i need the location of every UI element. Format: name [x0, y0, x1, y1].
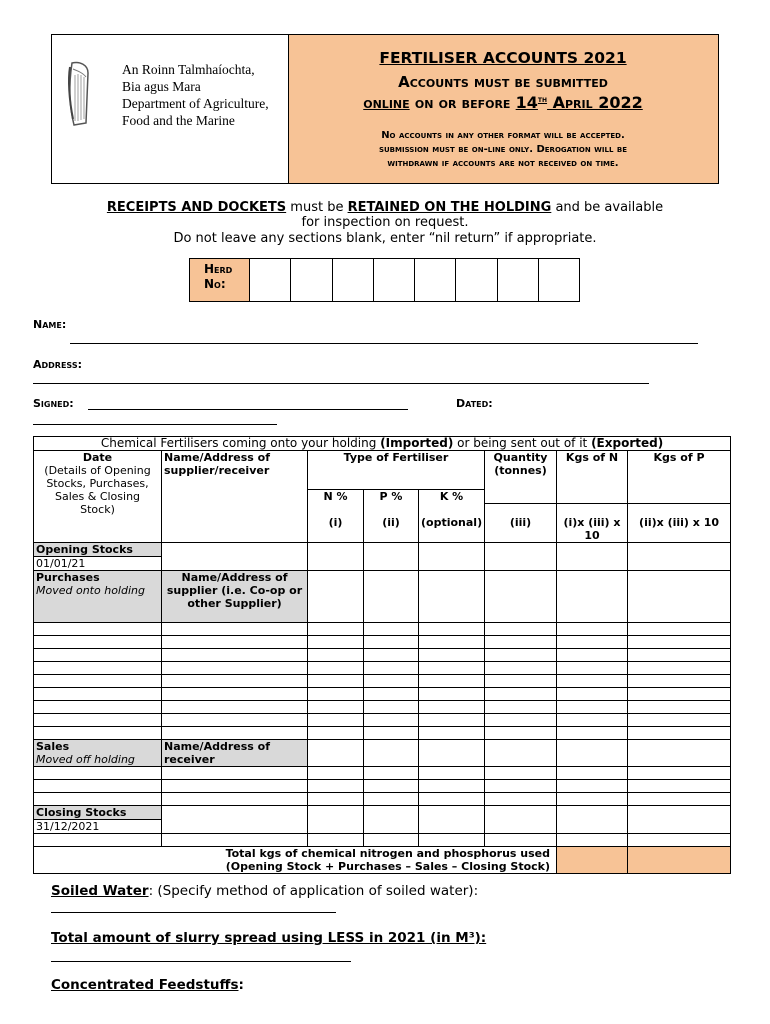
table-row[interactable]	[308, 543, 364, 571]
table-row[interactable]	[419, 780, 485, 793]
quantity-code: (iii)	[485, 504, 557, 543]
table-row[interactable]	[34, 793, 162, 806]
caption-imported: (Imported)	[380, 436, 454, 450]
soiled-water-label: Soiled Water	[51, 883, 149, 899]
table-row[interactable]	[419, 740, 485, 767]
table-row[interactable]	[162, 793, 308, 806]
table-row[interactable]	[628, 636, 731, 649]
table-row[interactable]	[628, 740, 731, 767]
table-row[interactable]	[419, 662, 485, 675]
table-row[interactable]	[34, 623, 162, 636]
table-row[interactable]	[485, 780, 557, 793]
table-row[interactable]	[34, 675, 162, 688]
signed-label: Signed:	[33, 397, 74, 410]
table-row[interactable]	[557, 727, 628, 740]
dated-label: Dated:	[456, 397, 493, 410]
total-kgs-n[interactable]	[557, 847, 628, 874]
table-row[interactable]	[364, 806, 419, 834]
header-box	[51, 34, 719, 184]
table-row[interactable]	[557, 543, 628, 571]
herd-digit-3[interactable]	[333, 259, 374, 301]
table-row[interactable]	[419, 714, 485, 727]
purchases-label: Purchases	[36, 571, 100, 584]
table-row[interactable]	[419, 701, 485, 714]
table-row[interactable]	[34, 727, 162, 740]
table-row[interactable]	[485, 571, 557, 623]
table-row[interactable]	[485, 740, 557, 767]
table-row[interactable]	[419, 543, 485, 571]
table-row[interactable]	[308, 649, 364, 662]
submission-line-2	[289, 93, 717, 112]
table-row[interactable]	[34, 649, 162, 662]
table-row[interactable]	[557, 649, 628, 662]
table-row[interactable]	[628, 649, 731, 662]
feedstuffs-label: Concentrated Feedstuffs	[51, 977, 239, 993]
table-row[interactable]	[419, 834, 485, 847]
table-row[interactable]	[419, 675, 485, 688]
name-address-header: Name/Address of supplier/receiver	[162, 451, 308, 543]
table-row[interactable]	[162, 727, 308, 740]
name-field[interactable]	[70, 343, 698, 344]
table-row[interactable]	[628, 806, 731, 834]
table-row[interactable]	[364, 714, 419, 727]
table-row[interactable]	[419, 571, 485, 623]
table-row[interactable]	[308, 740, 364, 767]
table-row[interactable]	[557, 662, 628, 675]
fertiliser-table	[33, 436, 730, 874]
table-row[interactable]	[557, 714, 628, 727]
table-row[interactable]	[364, 780, 419, 793]
table-row[interactable]	[485, 543, 557, 571]
deadline-suffix: th	[537, 95, 548, 104]
department-line-1: An Roinn Talmhaíochta,	[122, 62, 255, 77]
caption-text-a: Chemical Fertilisers coming onto your holding	[100, 436, 381, 450]
table-row[interactable]	[628, 780, 731, 793]
table-row[interactable]	[419, 767, 485, 780]
table-row[interactable]	[485, 767, 557, 780]
table-row[interactable]	[419, 793, 485, 806]
table-caption	[34, 437, 731, 451]
note-line-3: withdrawn if accounts are not received on time.	[387, 158, 619, 169]
table-row[interactable]	[364, 767, 419, 780]
feedstuffs-line	[51, 977, 244, 993]
page-title: FERTILISER ACCOUNTS 2021	[379, 49, 627, 67]
table-row[interactable]	[364, 688, 419, 701]
purchases-sub: Moved onto holding	[36, 584, 145, 597]
herd-number-box	[189, 258, 580, 302]
table-row[interactable]	[485, 714, 557, 727]
table-row[interactable]	[162, 780, 308, 793]
table-row[interactable]	[557, 767, 628, 780]
table-row[interactable]	[557, 806, 628, 834]
deadline-month: April 2022	[547, 93, 643, 112]
total-label-cell	[34, 847, 557, 874]
table-row[interactable]	[485, 623, 557, 636]
table-row[interactable]	[628, 767, 731, 780]
table-row[interactable]	[162, 649, 308, 662]
sales-sub: Moved off holding	[36, 753, 135, 766]
table-row[interactable]	[162, 714, 308, 727]
signed-field[interactable]	[88, 409, 408, 410]
purchases-name-header: Name/Address of supplier (i.e. Co-op or other Supplier)	[162, 571, 308, 623]
n-code: (i)	[308, 504, 364, 543]
table-row[interactable]	[364, 571, 419, 623]
submission-line-1: Accounts must be submitted	[398, 73, 608, 91]
department-line-3: Department of Agriculture,	[122, 96, 269, 111]
table-row[interactable]	[485, 649, 557, 662]
table-row[interactable]	[364, 662, 419, 675]
table-row[interactable]	[419, 727, 485, 740]
table-row[interactable]	[308, 662, 364, 675]
table-row[interactable]	[485, 662, 557, 675]
table-row[interactable]	[34, 834, 162, 847]
online-text: online	[363, 94, 410, 112]
table-row[interactable]	[308, 780, 364, 793]
intro-line-1	[0, 200, 770, 215]
table-row[interactable]	[364, 649, 419, 662]
receipts-text: RECEIPTS AND DOCKETS	[106, 200, 287, 215]
closing-stocks-label: Closing Stocks	[34, 806, 162, 820]
p-percent-header: P %	[364, 490, 419, 504]
note-line-2: submission must be on-line only. Derogation will be	[378, 144, 628, 155]
sales-name-header: Name/Address of receiver	[162, 740, 308, 767]
table-row[interactable]	[557, 571, 628, 623]
table-row[interactable]	[308, 727, 364, 740]
department-line-4: Food and the Marine	[122, 113, 235, 128]
kgs-p-code: (ii)x (iii) x 10	[628, 504, 731, 543]
table-row[interactable]	[34, 688, 162, 701]
caption-text-b: or being sent out of it	[453, 436, 592, 450]
table-row[interactable]	[628, 727, 731, 740]
sales-label: Sales	[36, 740, 70, 753]
table-row[interactable]	[308, 806, 364, 834]
table-row[interactable]	[557, 701, 628, 714]
table-row[interactable]	[557, 623, 628, 636]
table-row[interactable]	[162, 636, 308, 649]
table-row[interactable]	[628, 623, 731, 636]
table-row[interactable]	[162, 543, 308, 571]
feedstuffs-colon: :	[238, 977, 244, 993]
table-row[interactable]	[34, 636, 162, 649]
total-line-2: (Opening Stock + Purchases – Sales – Closing Stock)	[225, 860, 550, 873]
intro-line-2: for inspection on request.	[301, 215, 469, 230]
sales-label-cell	[34, 740, 162, 767]
table-row[interactable]	[628, 701, 731, 714]
table-row[interactable]	[364, 675, 419, 688]
date-header-title: Date	[82, 451, 113, 464]
available-text: and be available	[551, 200, 664, 215]
slurry-label: Total amount of slurry spread using LESS in 2021 (in M³):	[51, 930, 487, 946]
table-row[interactable]	[34, 714, 162, 727]
table-row[interactable]	[485, 636, 557, 649]
table-row[interactable]	[162, 834, 308, 847]
table-row[interactable]	[34, 767, 162, 780]
table-row[interactable]	[364, 793, 419, 806]
table-row[interactable]	[485, 688, 557, 701]
herd-number-label	[190, 259, 250, 301]
herd-digit-1[interactable]	[250, 259, 291, 301]
herd-digit-8[interactable]	[539, 259, 579, 301]
table-row[interactable]	[485, 727, 557, 740]
table-row[interactable]	[419, 636, 485, 649]
table-row[interactable]	[162, 688, 308, 701]
table-row[interactable]	[557, 834, 628, 847]
department-logo-panel	[52, 35, 288, 183]
total-kgs-p[interactable]	[628, 847, 731, 874]
table-row[interactable]	[364, 740, 419, 767]
opening-stocks-date: 01/01/21	[34, 557, 162, 571]
k-percent-header: K %	[419, 490, 485, 504]
table-row[interactable]	[557, 740, 628, 767]
table-row[interactable]	[628, 793, 731, 806]
table-row[interactable]	[162, 701, 308, 714]
soiled-water-text: : (Specify method of application of soiled water):	[148, 883, 479, 899]
intro-line-3: Do not leave any sections blank, enter “nil return” if appropriate.	[173, 231, 597, 246]
table-row[interactable]	[308, 571, 364, 623]
p-code: (ii)	[364, 504, 419, 543]
table-row[interactable]	[557, 636, 628, 649]
date-header-sub: (Details of Opening Stocks, Purchases, Sales & Closing Stock)	[44, 464, 151, 516]
herd-digit-6[interactable]	[456, 259, 497, 301]
table-row[interactable]	[419, 688, 485, 701]
table-row[interactable]	[485, 793, 557, 806]
table-row[interactable]	[628, 714, 731, 727]
address-label: Address:	[33, 358, 82, 371]
kgs-p-header: Kgs of P	[628, 451, 731, 504]
type-header: Type of Fertiliser	[308, 451, 485, 490]
harp-icon	[66, 59, 92, 129]
herd-digit-4[interactable]	[374, 259, 415, 301]
herd-label-line-1: Herd	[204, 262, 233, 276]
soiled-water-line	[51, 883, 478, 899]
herd-digit-5[interactable]	[415, 259, 456, 301]
title-panel	[288, 35, 718, 183]
table-row[interactable]	[34, 780, 162, 793]
table-row[interactable]	[308, 834, 364, 847]
table-row[interactable]	[364, 543, 419, 571]
herd-digit-7[interactable]	[498, 259, 539, 301]
table-row[interactable]	[557, 780, 628, 793]
table-row[interactable]	[485, 675, 557, 688]
table-row[interactable]	[162, 806, 308, 834]
soiled-water-field[interactable]	[51, 912, 336, 913]
note-line-1: No accounts in any other format will be accepted.	[381, 130, 625, 141]
slurry-field[interactable]	[51, 961, 351, 962]
herd-digit-2[interactable]	[291, 259, 332, 301]
table-row[interactable]	[628, 543, 731, 571]
table-row[interactable]	[419, 623, 485, 636]
n-percent-header: N %	[308, 490, 364, 504]
closing-stocks-date: 31/12/2021	[34, 820, 162, 834]
dated-field[interactable]	[33, 424, 277, 425]
table-row[interactable]	[364, 701, 419, 714]
table-row[interactable]	[34, 701, 162, 714]
purchases-label-cell	[34, 571, 162, 623]
table-row[interactable]	[364, 727, 419, 740]
must-be-text: must be	[286, 200, 348, 215]
date-header	[34, 451, 162, 543]
table-row[interactable]	[628, 688, 731, 701]
table-row[interactable]	[308, 623, 364, 636]
table-row[interactable]	[162, 623, 308, 636]
table-row[interactable]	[628, 662, 731, 675]
table-row[interactable]	[419, 649, 485, 662]
table-row[interactable]	[364, 834, 419, 847]
k-code: (optional)	[419, 504, 485, 543]
caption-exported: (Exported)	[591, 436, 664, 450]
total-line-1: Total kgs of chemical nitrogen and phosphorus used	[225, 847, 550, 860]
quantity-header: Quantity (tonnes)	[485, 451, 557, 504]
table-row[interactable]	[308, 714, 364, 727]
table-row[interactable]	[419, 806, 485, 834]
table-row[interactable]	[308, 767, 364, 780]
table-row[interactable]	[308, 793, 364, 806]
table-row[interactable]	[162, 767, 308, 780]
table-row[interactable]	[34, 662, 162, 675]
table-row[interactable]	[557, 688, 628, 701]
table-row[interactable]	[308, 688, 364, 701]
table-row[interactable]	[557, 675, 628, 688]
table-row[interactable]	[557, 793, 628, 806]
address-field[interactable]	[33, 383, 649, 384]
kgs-n-code: (i)x (iii) x 10	[557, 504, 628, 543]
table-row[interactable]	[364, 636, 419, 649]
name-label: Name:	[33, 318, 67, 331]
table-row[interactable]	[162, 662, 308, 675]
opening-stocks-label: Opening Stocks	[34, 543, 162, 557]
table-row[interactable]	[628, 571, 731, 623]
herd-label-line-2: No:	[204, 277, 226, 291]
kgs-n-header: Kgs of N	[557, 451, 628, 504]
deadline-day: 14	[515, 93, 538, 112]
table-row[interactable]	[485, 701, 557, 714]
table-row[interactable]	[162, 675, 308, 688]
table-row[interactable]	[308, 701, 364, 714]
table-row[interactable]	[628, 834, 731, 847]
retained-text: RETAINED ON THE HOLDING	[347, 200, 552, 215]
table-row[interactable]	[364, 623, 419, 636]
on-or-before-text: on or before	[409, 94, 516, 112]
table-row[interactable]	[628, 675, 731, 688]
department-line-2: Bia agus Mara	[122, 79, 201, 94]
table-row[interactable]	[308, 636, 364, 649]
table-row[interactable]	[485, 834, 557, 847]
table-row[interactable]	[308, 675, 364, 688]
table-row[interactable]	[485, 806, 557, 834]
